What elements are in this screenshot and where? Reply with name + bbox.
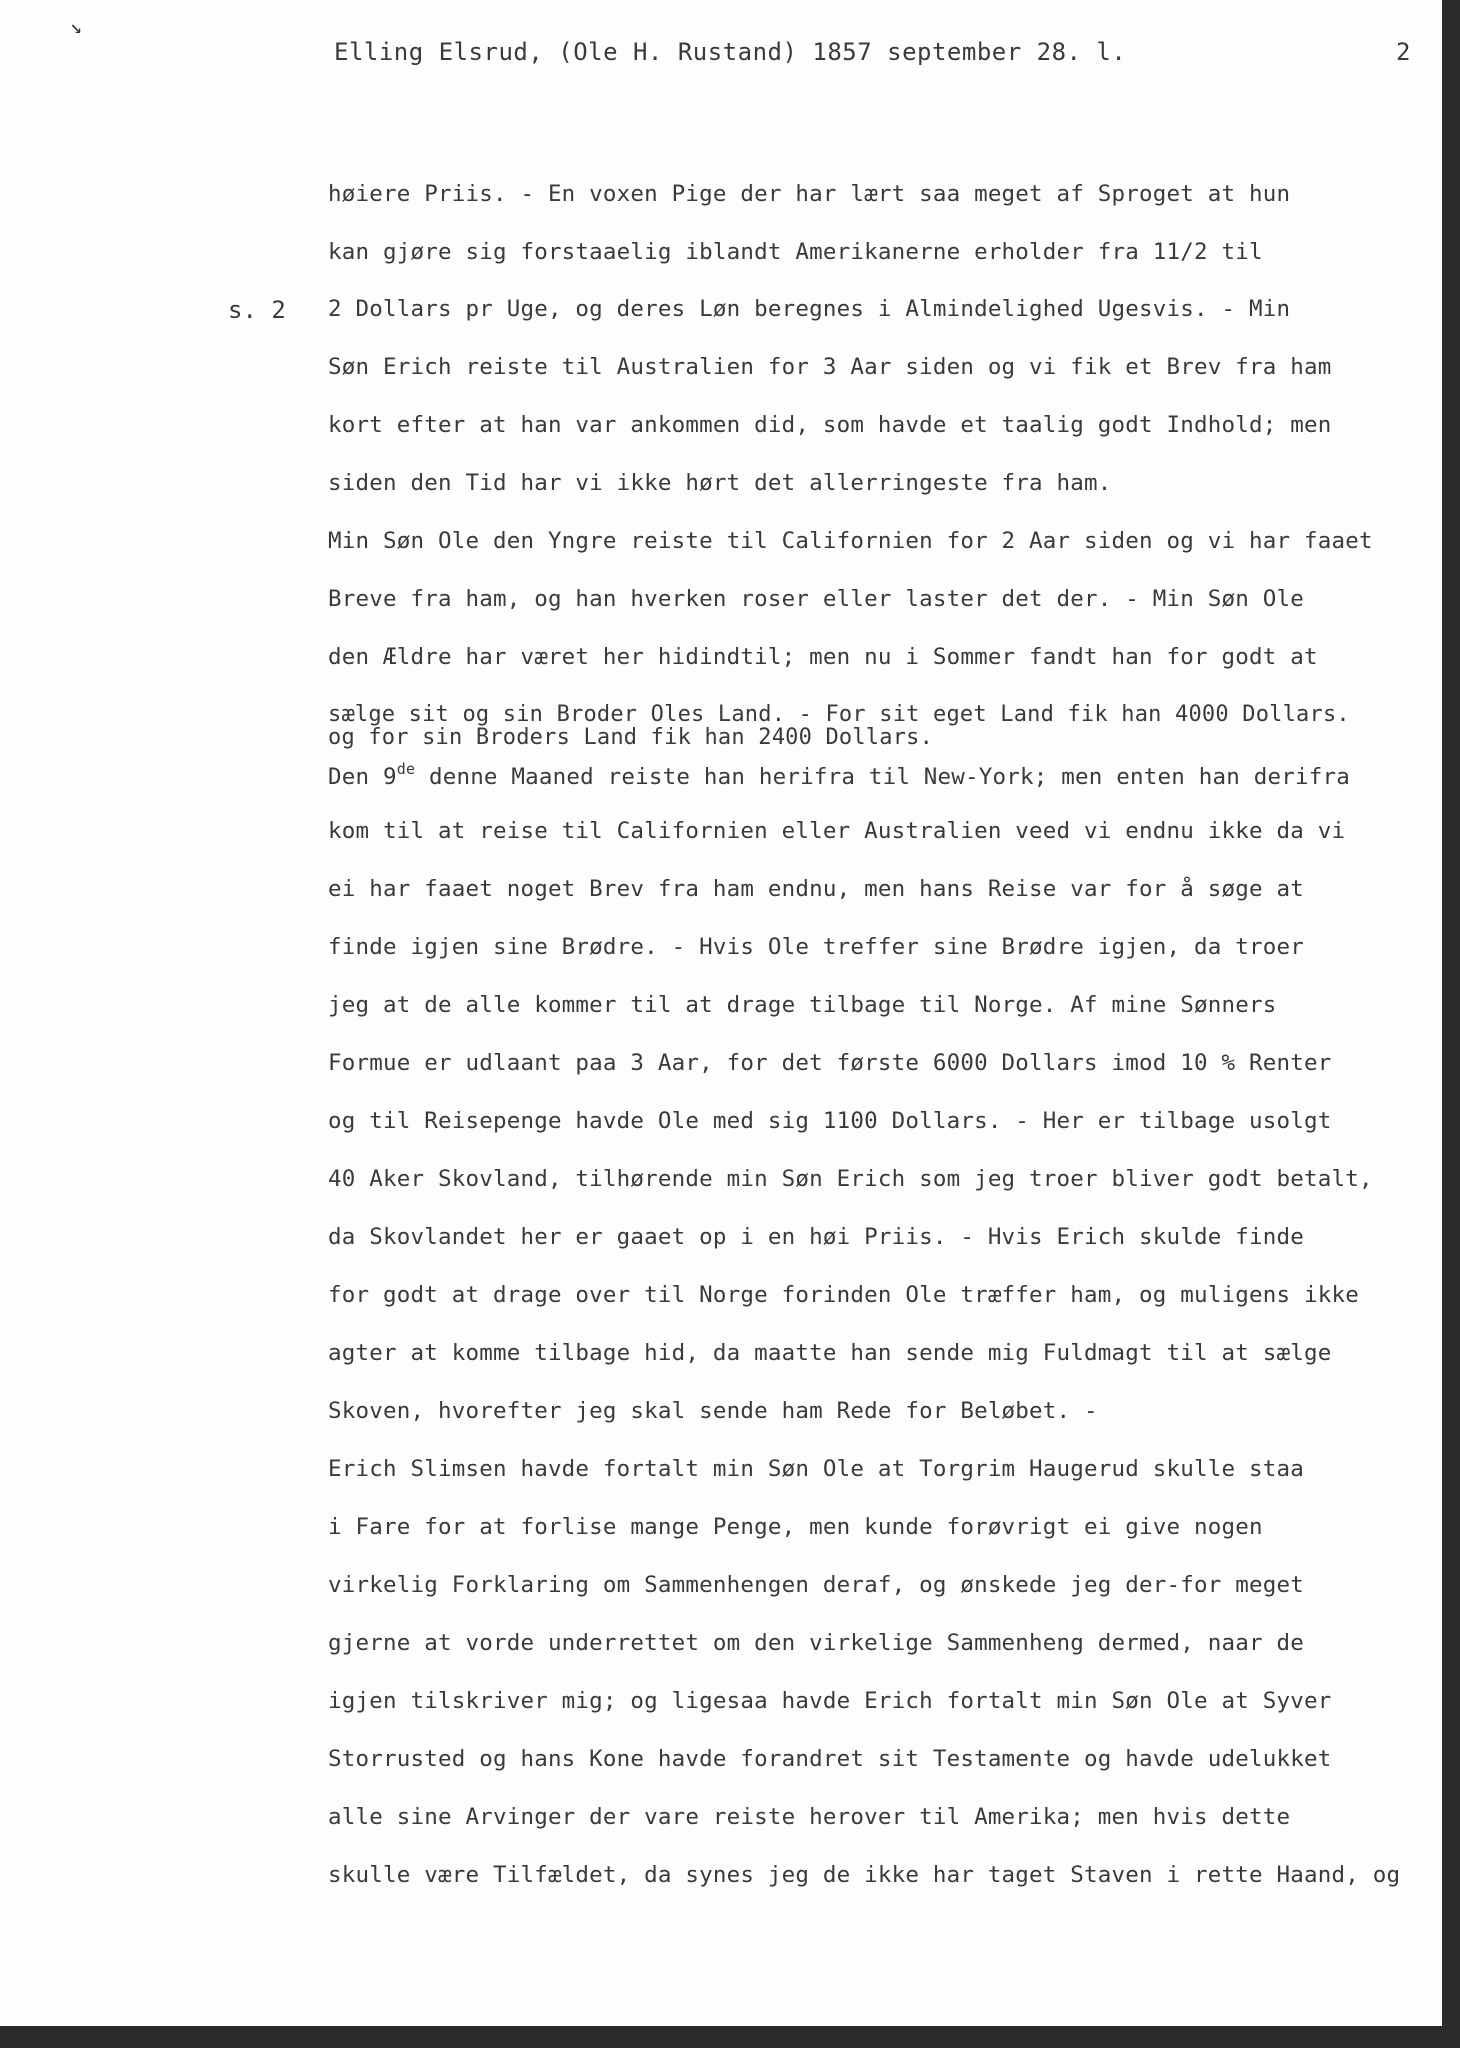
- text-line: 2 Dollars pr Uge, og deres Løn beregnes i Almindelighed Ugesvis. - Min: [328, 296, 1291, 322]
- text-line: Søn Erich reiste til Australien for 3 Aar siden og vi fik et Brev fra ham: [328, 354, 1332, 380]
- text-line: Breve fra ham, og han hverken roser eller laster det der. - Min Søn Ole: [328, 586, 1304, 612]
- text-line-den-9de: [328, 760, 1350, 790]
- margin-note: s. 2: [228, 296, 286, 324]
- text-line: agter at komme tilbage hid, da maatte han sende mig Fuldmagt til at sælge: [328, 1340, 1332, 1366]
- document-header: Elling Elsrud, (Ole H. Rustand) 1857 september 28. l.: [334, 38, 1127, 66]
- den-9-suffix: denne Maaned reiste han herifra til New-York; men enten han derifra: [415, 764, 1350, 790]
- text-line: Skoven, hvorefter jeg skal sende ham Rede for Beløbet. -: [328, 1398, 1098, 1424]
- text-line: Min Søn Ole den Yngre reiste til Californien for 2 Aar siden og vi har faaet: [328, 528, 1373, 554]
- scan-edge-bottom: [0, 2026, 1460, 2048]
- de-superscript: de: [396, 760, 416, 778]
- text-line: jeg at de alle kommer til at drage tilbage til Norge. Af mine Sønners: [328, 992, 1277, 1018]
- page-number: 2: [1396, 38, 1411, 66]
- text-line: i Fare for at forlise mange Penge, men kunde forøvrigt ei give nogen: [328, 1514, 1263, 1540]
- text-line: virkelig Forklaring om Sammenhengen deraf, og ønskede jeg der-for meget: [328, 1572, 1304, 1598]
- text-line: Formue er udlaant paa 3 Aar, for det første 6000 Dollars imod 10 % Renter: [328, 1050, 1332, 1076]
- text-line: finde igjen sine Brødre. - Hvis Ole treffer sine Brødre igjen, da troer: [328, 934, 1304, 960]
- corner-mark-icon: ↘: [70, 14, 83, 38]
- text-line: 40 Aker Skovland, tilhørende min Søn Erich som jeg troer bliver godt betalt,: [328, 1166, 1373, 1192]
- text-line: Storrusted og hans Kone havde forandret sit Testamente og havde udelukket: [328, 1746, 1332, 1772]
- text-line: kan gjøre sig forstaaelig iblandt Amerikanerne erholder fra 11/2 til: [328, 239, 1263, 265]
- scan-edge-right: [1442, 0, 1460, 2048]
- text-line: skulle være Tilfældet, da synes jeg de ikke har taget Staven i rette Haand, og: [328, 1862, 1401, 1888]
- text-line: alle sine Arvinger der vare reiste herover til Amerika; men hvis dette: [328, 1804, 1291, 1830]
- text-line: høiere Priis. - En voxen Pige der har lært saa meget af Sproget at hun: [328, 181, 1291, 207]
- text-line: Erich Slimsen havde fortalt min Søn Ole at Torgrim Haugerud skulle staa: [328, 1456, 1304, 1482]
- text-line: for godt at drage over til Norge forinden Ole træffer ham, og muligens ikke: [328, 1282, 1359, 1308]
- text-line: og for sin Broders Land fik han 2400 Dollars.: [328, 725, 934, 750]
- text-line: kom til at reise til Californien eller Australien veed vi endnu ikke da vi: [328, 818, 1346, 844]
- text-line: kort efter at han var ankommen did, som havde et taalig godt Indhold; men: [328, 412, 1332, 438]
- den-9-prefix: Den 9: [328, 764, 397, 790]
- text-line: gjerne at vorde underrettet om den virkelige Sammenheng dermed, naar de: [328, 1630, 1304, 1656]
- text-line: ei har faaet noget Brev fra ham endnu, men hans Reise var for å søge at: [328, 876, 1304, 902]
- text-line: igjen tilskriver mig; og ligesaa havde Erich fortalt min Søn Ole at Syver: [328, 1688, 1332, 1714]
- text-line: da Skovlandet her er gaaet op i en høi Priis. - Hvis Erich skulde finde: [328, 1224, 1304, 1250]
- text-line: og til Reisepenge havde Ole med sig 1100 Dollars. - Her er tilbage usolgt: [328, 1108, 1332, 1134]
- text-line: den Ældre har været her hidindtil; men nu i Sommer fandt han for godt at: [328, 644, 1318, 670]
- text-line: siden den Tid har vi ikke hørt det allerringeste fra ham.: [328, 470, 1112, 496]
- text-line: sælge sit og sin Broder Oles Land. - For sit eget Land fik han 4000 Dollars.: [328, 702, 1350, 727]
